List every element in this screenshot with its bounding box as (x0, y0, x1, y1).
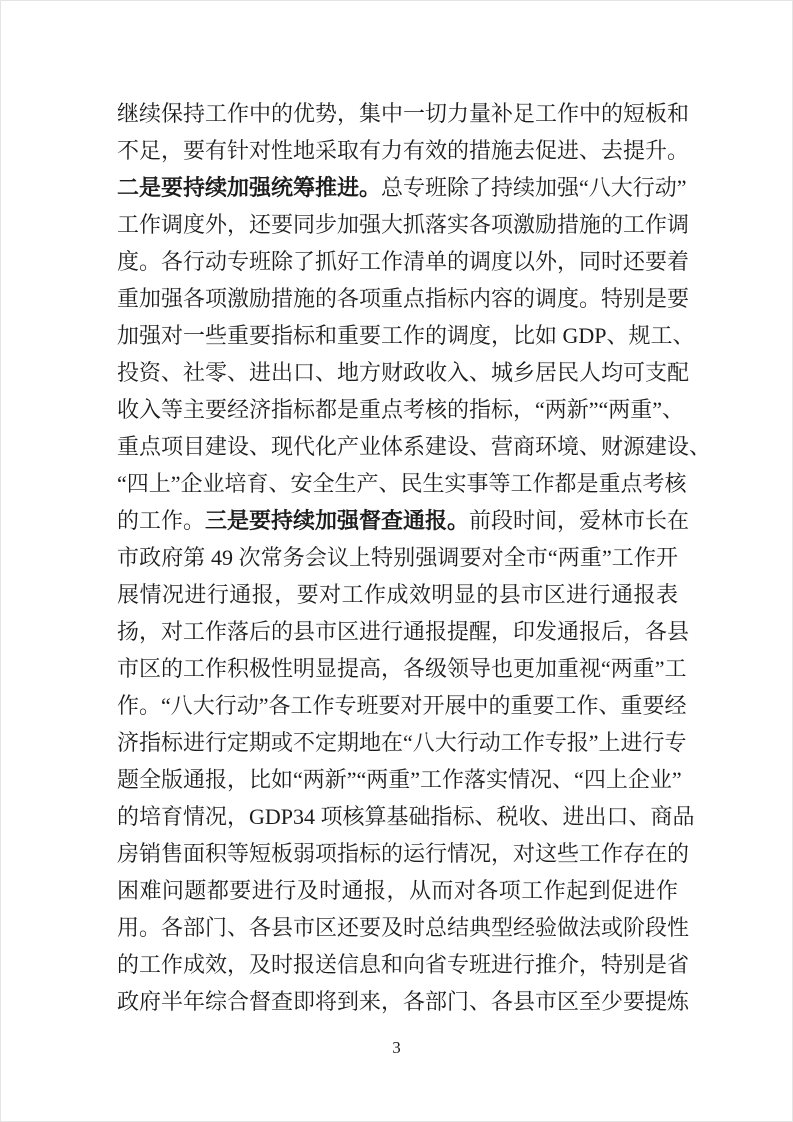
text-segment: 的工作。 (117, 508, 206, 533)
text-segment: 扬，对工作落后的县市区进行通报提醒，印发通报后，各县 (117, 619, 690, 644)
text-segment: 的工作成效，及时报送信息和向省专班进行推介，特别是省 (117, 952, 690, 977)
bold-text-segment: 二是要持续加强统筹推进。 (117, 175, 382, 200)
text-line (117, 169, 687, 206)
text-line (117, 502, 690, 539)
text-line (117, 613, 690, 650)
text-line (117, 391, 685, 428)
text-segment: 市区的工作积极性明显提高，各级领导也更加重视“两重”工 (117, 656, 687, 681)
text-segment: 市政府第 49 次常务会议上特别强调要对全市“两重”工作开 (117, 545, 678, 570)
text-segment: 工作调度外，还要同步加强大抓落实各项激励措施的工作调 (117, 212, 690, 237)
text-segment: 重点项目建设、现代化产业体系建设、营商环境、财源建设、 (117, 434, 712, 459)
text-line (117, 983, 690, 1020)
text-segment: 题全版通报，比如“两新”“两重”工作落实情况、“四上企业” (117, 767, 682, 792)
text-segment: 困难问题都要进行及时通报，从而对各项工作起到促进作 (117, 878, 678, 903)
text-line (117, 872, 678, 909)
text-line (117, 724, 687, 761)
text-segment: 用。各部门、各县市区还要及时总结典型经验做法或阶段性 (117, 915, 690, 940)
text-line (117, 132, 690, 169)
text-line (117, 909, 690, 946)
text-segment: “四上”企业培育、安全生产、民生实事等工作都是重点考核 (117, 471, 687, 496)
text-line (117, 539, 678, 576)
text-segment: 房销售面积等短板弱项指标的运行情况，对这些工作存在的 (117, 841, 690, 866)
text-line (117, 243, 690, 280)
text-segment: 展情况进行通报，要对工作成效明显的县市区进行通报表 (117, 582, 678, 607)
text-segment: 继续保持工作中的优势，集中一切力量补足工作中的短板和 (117, 101, 690, 126)
text-segment: 总专班除了持续加强“八大行动” (381, 175, 687, 200)
text-segment: 作。“八大行动”各工作专班要对开展中的重要工作、重要经 (117, 693, 687, 718)
text-line (117, 317, 695, 354)
text-segment: 投资、社零、进出口、地方财政收入、城乡居民人均可支配 (117, 360, 690, 385)
text-line (117, 354, 690, 391)
text-line (117, 798, 695, 835)
text-line (117, 576, 678, 613)
text-line (117, 465, 687, 502)
bold-text-segment: 三是要持续加强督查通报。 (205, 508, 470, 533)
text-line (117, 95, 690, 132)
text-line (117, 761, 682, 798)
text-segment: 收入等主要经济指标都是重点考核的指标，“两新”“两重”、 (117, 397, 685, 422)
text-segment: 加强对一些重要指标和重要工作的调度，比如 GDP、规工、 (117, 323, 695, 348)
page-number: 3 (392, 1038, 401, 1057)
text-line (117, 687, 687, 724)
text-segment: 前段时间，爱林市长在 (469, 508, 690, 533)
document-body-text (117, 95, 712, 1020)
text-segment: 的培育情况，GDP34 项核算基础指标、税收、进出口、商品 (117, 804, 695, 829)
text-segment: 不足，要有针对性地采取有力有效的措施去促进、去提升。 (117, 138, 690, 163)
text-line (117, 946, 690, 983)
text-line (117, 835, 690, 872)
text-line (117, 650, 687, 687)
text-segment: 济指标进行定期或不定期地在“八大行动工作专报”上进行专 (117, 730, 687, 755)
text-line (117, 280, 690, 317)
text-line (117, 428, 712, 465)
text-segment: 度。各行动专班除了抓好工作清单的调度以外，同时还要着 (117, 249, 690, 274)
text-segment: 政府半年综合督查即将到来，各部门、各县市区至少要提炼 (117, 989, 690, 1014)
text-line (117, 206, 690, 243)
text-segment: 重加强各项激励措施的各项重点指标内容的调度。特别是要 (117, 286, 690, 311)
